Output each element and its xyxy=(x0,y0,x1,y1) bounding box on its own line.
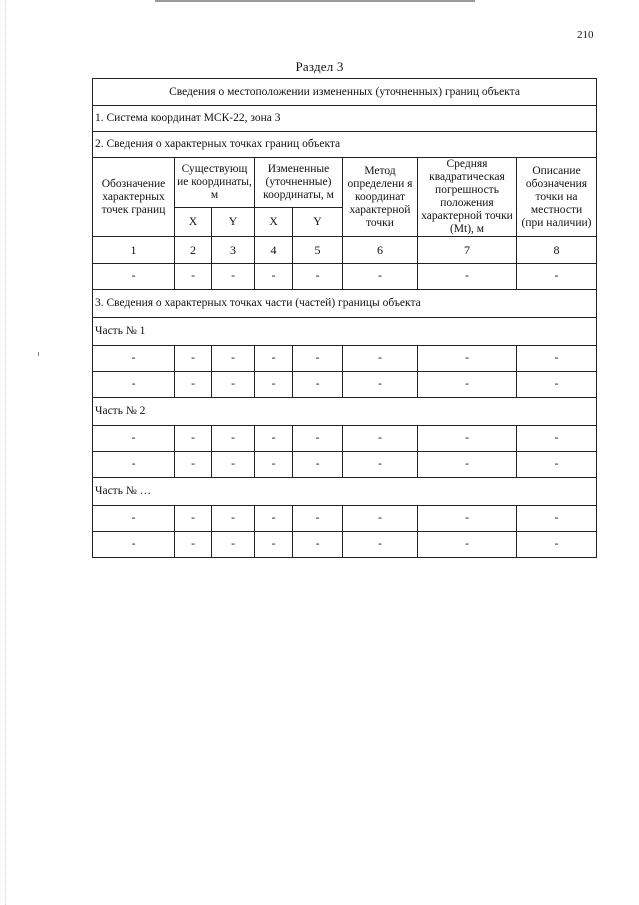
column-header-row xyxy=(93,158,597,208)
scan-edge-top xyxy=(155,0,475,2)
col-header-designation: Обозначение характерных точек границ xyxy=(93,158,175,237)
page-number: 210 xyxy=(577,29,594,41)
sub-header-y: Y xyxy=(293,208,343,237)
empty-cell: - xyxy=(418,264,517,290)
empty-cell: - xyxy=(175,532,212,558)
parts-heading: 3. Сведения о характерных точках части (частей) границы объекта xyxy=(93,290,597,318)
empty-cell: - xyxy=(93,532,175,558)
sub-header-x: X xyxy=(255,208,293,237)
sub-header-x: X xyxy=(175,208,212,237)
empty-cell: - xyxy=(343,372,418,398)
empty-cell: - xyxy=(93,372,175,398)
table-row xyxy=(93,452,597,478)
scan-speck xyxy=(38,352,39,356)
coord-system-row xyxy=(93,106,597,132)
points-heading-row xyxy=(93,132,597,158)
empty-cell: - xyxy=(343,452,418,478)
table-row xyxy=(93,346,597,372)
part-label-row xyxy=(93,398,597,426)
parts-heading-row xyxy=(93,290,597,318)
empty-cell: - xyxy=(517,346,597,372)
col-header-method: Метод определени я координат характерной точки xyxy=(343,158,418,237)
empty-cell: - xyxy=(293,506,343,532)
part-label: Часть № … xyxy=(93,478,597,506)
empty-cell: - xyxy=(212,264,255,290)
points-heading: 2. Сведения о характерных точках границ объекта xyxy=(93,132,597,158)
empty-cell: - xyxy=(517,532,597,558)
empty-cell: - xyxy=(293,532,343,558)
empty-cell: - xyxy=(212,532,255,558)
sub-header-y: Y xyxy=(212,208,255,237)
empty-cell: - xyxy=(212,372,255,398)
empty-cell: - xyxy=(175,264,212,290)
empty-cell: - xyxy=(343,264,418,290)
column-number: 6 xyxy=(343,237,418,264)
empty-cell: - xyxy=(255,264,293,290)
part-label: Часть № 1 xyxy=(93,318,597,346)
empty-cell: - xyxy=(517,452,597,478)
empty-cell: - xyxy=(418,532,517,558)
col-header-error: Средняя квадратическая погрешность положения характерной точки (Mt), м xyxy=(418,158,517,237)
empty-cell: - xyxy=(293,426,343,452)
empty-cell: - xyxy=(418,506,517,532)
empty-cell: - xyxy=(293,346,343,372)
part-label-row xyxy=(93,478,597,506)
empty-cell: - xyxy=(517,372,597,398)
empty-cell: - xyxy=(293,264,343,290)
empty-cell: - xyxy=(418,426,517,452)
column-number: 1 xyxy=(93,237,175,264)
empty-cell: - xyxy=(212,426,255,452)
empty-cell: - xyxy=(212,346,255,372)
table-row xyxy=(93,532,597,558)
col-header-description: Описание обозначения точки на местности (при наличии) xyxy=(517,158,597,237)
empty-cell: - xyxy=(343,506,418,532)
empty-cell: - xyxy=(255,452,293,478)
column-number: 5 xyxy=(293,237,343,264)
empty-cell: - xyxy=(418,346,517,372)
empty-cell: - xyxy=(175,426,212,452)
empty-cell: - xyxy=(212,452,255,478)
empty-cell: - xyxy=(255,426,293,452)
empty-cell: - xyxy=(175,372,212,398)
empty-cell: - xyxy=(418,452,517,478)
empty-cell: - xyxy=(517,506,597,532)
empty-cell: - xyxy=(93,452,175,478)
table-row xyxy=(93,506,597,532)
coord-system: 1. Система координат МСК-22, зона 3 xyxy=(93,106,597,132)
empty-cell: - xyxy=(175,346,212,372)
part-label-row xyxy=(93,318,597,346)
empty-cell: - xyxy=(293,452,343,478)
table-title: Сведения о местоположении измененных (уточненных) границ объекта xyxy=(93,79,597,106)
section-title: Раздел 3 xyxy=(295,59,344,74)
empty-cell: - xyxy=(418,372,517,398)
empty-cell: - xyxy=(93,346,175,372)
column-number-row xyxy=(93,237,597,264)
scan-edge-left xyxy=(5,0,6,905)
column-number: 3 xyxy=(212,237,255,264)
col-header-existing: Существующ ие координаты, м xyxy=(175,158,255,208)
empty-cell: - xyxy=(93,426,175,452)
empty-cell: - xyxy=(255,372,293,398)
empty-cell: - xyxy=(175,506,212,532)
empty-cell: - xyxy=(175,452,212,478)
empty-cell: - xyxy=(343,426,418,452)
empty-cell: - xyxy=(343,532,418,558)
column-number: 8 xyxy=(517,237,597,264)
column-number: 4 xyxy=(255,237,293,264)
table-row xyxy=(93,426,597,452)
empty-cell: - xyxy=(517,264,597,290)
empty-cell: - xyxy=(517,426,597,452)
empty-cell: - xyxy=(293,372,343,398)
empty-cell: - xyxy=(255,532,293,558)
table-row xyxy=(93,372,597,398)
empty-cell: - xyxy=(343,346,418,372)
table-row xyxy=(93,264,597,290)
boundary-points-table xyxy=(92,78,597,558)
column-number: 7 xyxy=(418,237,517,264)
part-label: Часть № 2 xyxy=(93,398,597,426)
empty-cell: - xyxy=(93,264,175,290)
empty-cell: - xyxy=(212,506,255,532)
column-number: 2 xyxy=(175,237,212,264)
table-title-row xyxy=(93,79,597,106)
empty-cell: - xyxy=(93,506,175,532)
col-header-changed: Измененные (уточненные) координаты, м xyxy=(255,158,343,208)
empty-cell: - xyxy=(255,346,293,372)
empty-cell: - xyxy=(255,506,293,532)
